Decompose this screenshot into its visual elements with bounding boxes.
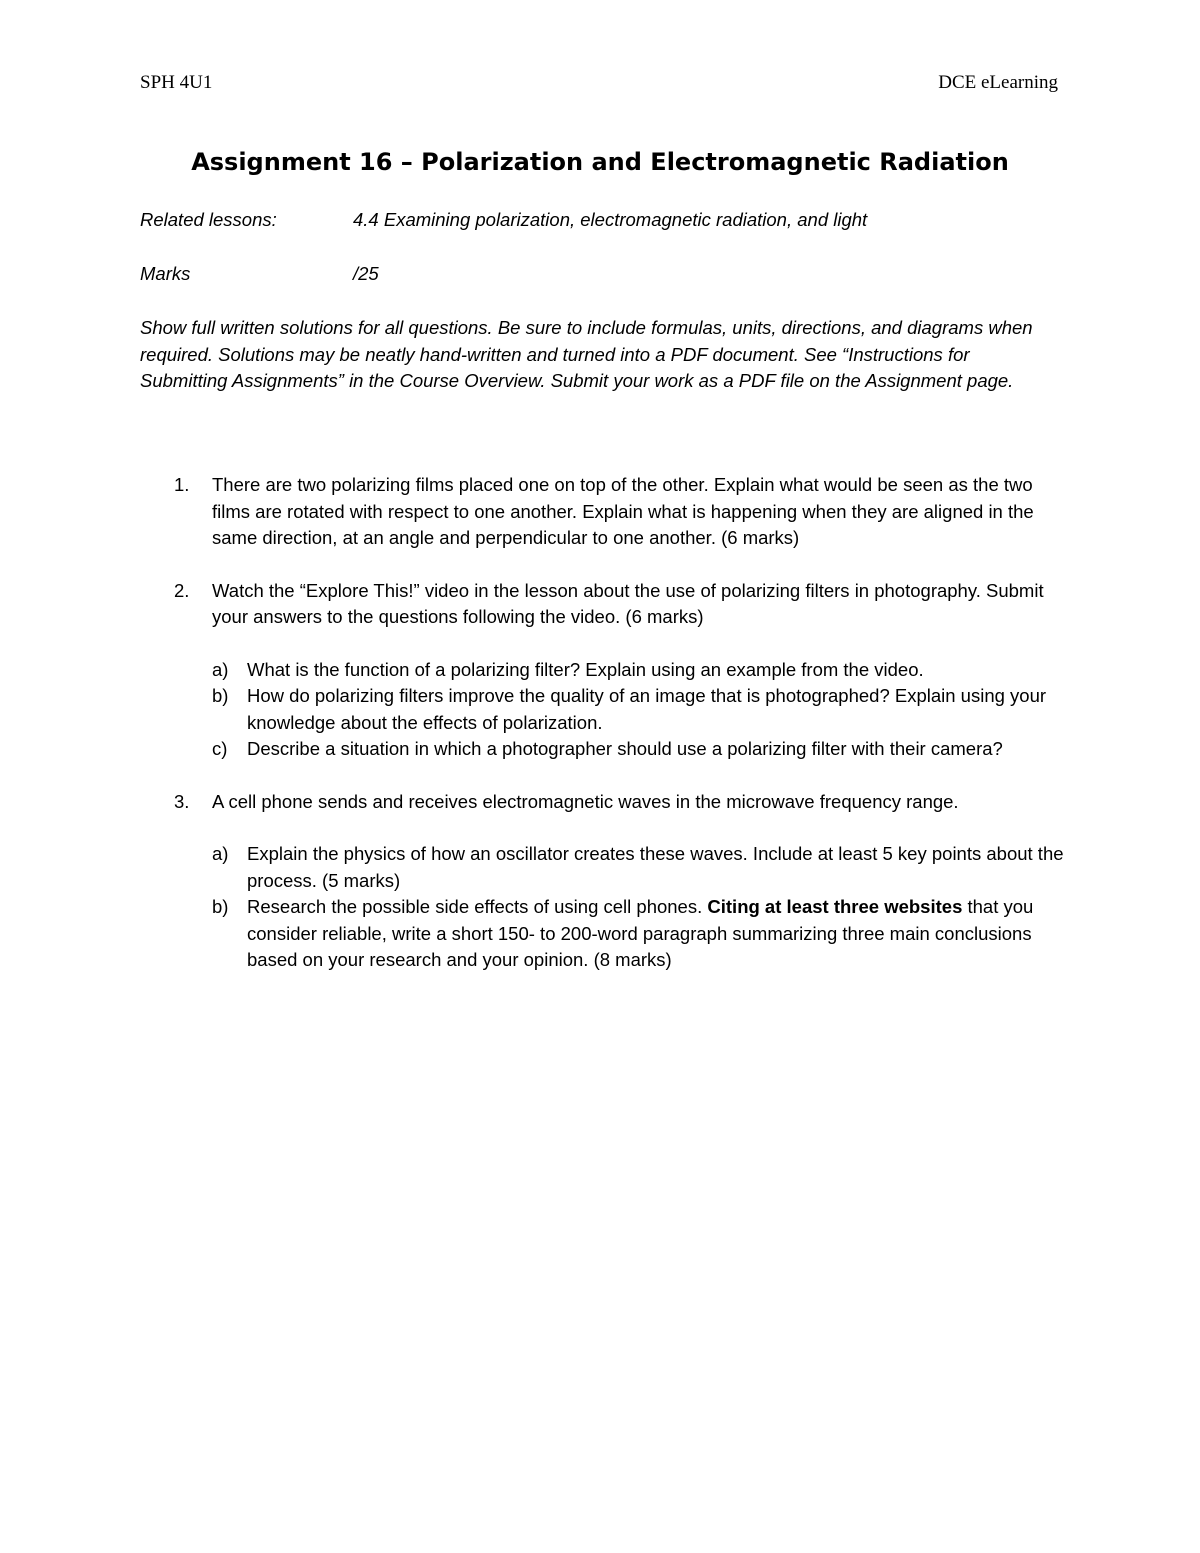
header-provider: DCE eLearning	[938, 72, 1058, 93]
sub-question-text: How do polarizing filters improve the quality of an image that is photographed? Explain using your knowledge about the effects of polarization.	[247, 685, 1047, 733]
question-1	[140, 472, 1065, 552]
assignment-title: Assignment 16 – Polarization and Electromagnetic Radiation	[191, 148, 1009, 176]
question-text: There are two polarizing films placed one on top of the other. Explain what would be seen as the two films are rotated with respect to one another. Explain what is happening when they are aligned in the same direction, at an angle and perpendicular to one another. (6 marks)	[212, 474, 1034, 548]
related-lessons-label: Related lessons:	[140, 209, 277, 230]
sub-question-letter: a)	[212, 843, 229, 864]
sub-question-c	[212, 736, 1065, 763]
sub-question-list	[212, 657, 1065, 763]
sub-question-letter: c)	[212, 738, 228, 759]
question-list	[140, 472, 1065, 1000]
sub-question-letter: a)	[212, 658, 229, 680]
sub-question-b	[212, 894, 1065, 974]
sub-question-b	[212, 683, 1065, 736]
sub-question-text-after: that you consider reliable, write a short 150- to 200-word paragraph summarizing three main conclusions based on your research and your opinion. (8 marks)	[247, 896, 1034, 970]
sub-question-a	[212, 657, 1065, 684]
question-2	[140, 578, 1065, 763]
related-lessons-value: 4.4 Examining polarization, electromagnetic radiation, and light	[353, 209, 868, 230]
question-number: 1.	[174, 474, 190, 495]
sub-question-list	[212, 841, 1065, 974]
sub-question-text-bold: Citing at least three websites	[707, 896, 963, 917]
sub-question-text: What is the function of a polarizing filter? Explain using an example from the video.	[247, 658, 924, 680]
sub-question-letter: b)	[212, 896, 229, 917]
question-3	[140, 789, 1065, 974]
sub-question-a	[212, 841, 1065, 894]
marks-label: Marks	[140, 263, 191, 284]
instructions-paragraph: Show full written solutions for all questions. Be sure to include formulas, units, directions, and diagrams when required. Solutions may be neatly hand-written and turned into a PDF document. See “Instructions for Submitting Assignments” in the Course Overview. Submit your work as a PDF file on the Assignment page.	[140, 317, 1033, 391]
question-text: A cell phone sends and receives electromagnetic waves in the microwave frequency range.	[212, 790, 959, 812]
header-course-code: SPH 4U1	[140, 72, 213, 93]
sub-question-text: Explain the physics of how an oscillator creates these waves. Include at least 5 key points about the process. (5 marks)	[247, 843, 1064, 891]
question-number: 3.	[174, 790, 190, 812]
question-number: 2.	[174, 579, 190, 601]
sub-question-text: Describe a situation in which a photographer should use a polarizing filter with their camera?	[247, 738, 1003, 759]
related-lessons-row	[140, 209, 868, 231]
question-text: Watch the “Explore This!” video in the lesson about the use of polarizing filters in photography. Submit your answers to the questions following the video. (6 marks)	[212, 579, 1044, 627]
marks-row	[140, 263, 379, 285]
marks-value: /25	[353, 263, 379, 284]
sub-question-text-before: Research the possible side effects of using cell phones.	[247, 896, 708, 917]
sub-question-letter: b)	[212, 685, 229, 706]
